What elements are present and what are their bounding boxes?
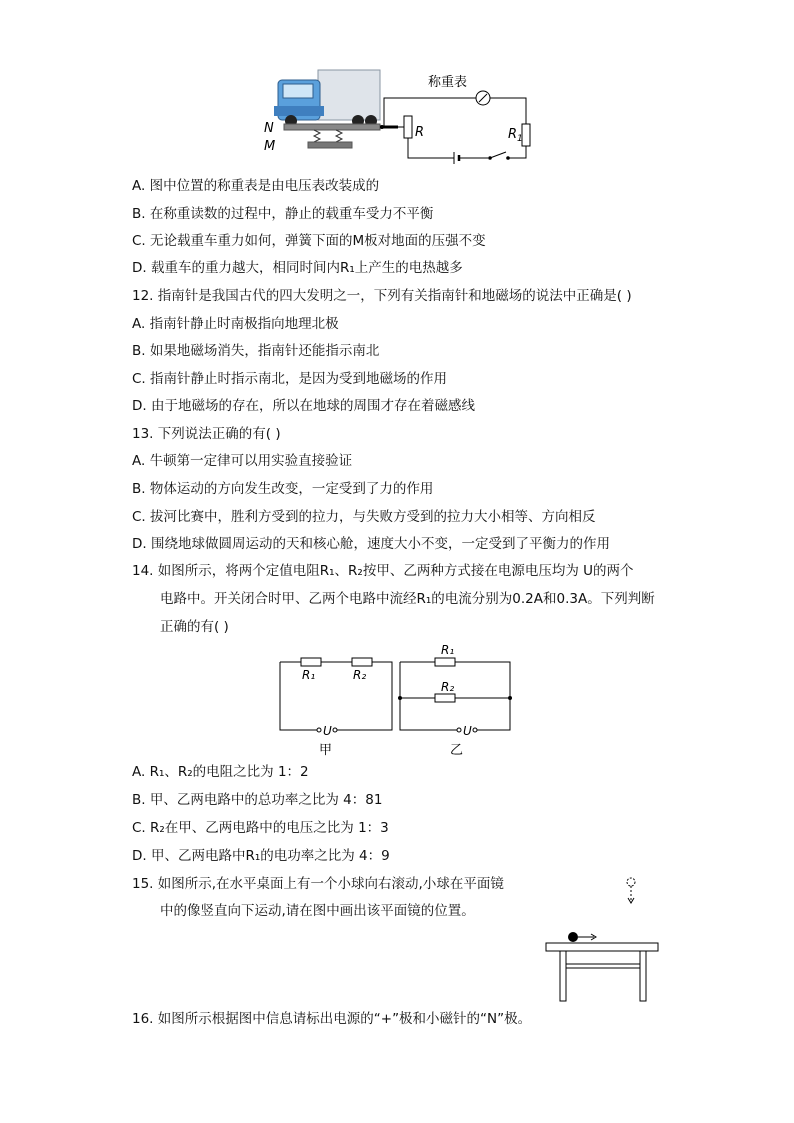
label-R1: $R_1$: [508, 127, 523, 144]
q12-stem: 12. 指南针是我国古代的四大发明之一，下列有关指南针和地磁场的说法中正确是( ): [132, 288, 632, 304]
ball-image: [627, 878, 635, 886]
q13-option-d: D. 围绕地球做圆周运动的天和核心舱，速度大小不变，一定受到了平衡力的作用: [132, 536, 610, 552]
yi-resistor-r2: [435, 694, 455, 702]
ball: [568, 932, 578, 942]
jia-label-u: U: [323, 724, 332, 738]
jia-resistor-r2: [352, 658, 372, 666]
yi-resistor-r1: [435, 658, 455, 666]
q11-option-b: B. 在称重读数的过程中，静止的载重车受力不平衡: [132, 206, 434, 222]
q15-table-figure: [540, 872, 665, 1007]
truck-image: [274, 70, 380, 127]
resistor-R1: [522, 124, 530, 146]
q12-option-a: A. 指南针静止时南极指向地理北极: [132, 316, 339, 332]
q13-stem: 13. 下列说法正确的有( ): [132, 426, 281, 442]
yi-label-r2: R₂: [441, 680, 455, 694]
q12-option-b: B. 如果地磁场消失，指南针还能指示南北: [132, 343, 380, 359]
q14-option-d: D. 甲、乙两电路中R₁的电功率之比为 4：9: [132, 848, 390, 864]
yi-caption: 乙: [450, 743, 464, 758]
springs: [314, 130, 342, 142]
yi-label-r1: R₁: [441, 643, 455, 657]
plate-M: [308, 142, 352, 148]
jia-resistor-r1: [301, 658, 321, 666]
q12-option-d: D. 由于地磁场的存在，所以在地球的周围才存在着磁感线: [132, 398, 475, 414]
q14-stem-line1: 14. 如图所示，将两个定值电阻R₁、R₂按甲、乙两种方式接在电源电压均为 U的两个: [132, 563, 634, 579]
jia-label-r1: R₁: [302, 668, 316, 682]
q14-circuit-figure: [275, 642, 520, 760]
plate-N: [284, 124, 380, 130]
jia-label-r2: R₂: [353, 668, 367, 682]
q11-option-c: C. 无论载重车重力如何，弹簧下面的M板对地面的压强不变: [132, 233, 486, 249]
q13-option-b: B. 物体运动的方向发生改变，一定受到了力的作用: [132, 481, 434, 497]
label-N: N: [264, 121, 274, 136]
q16-stem: 16. 如图所示根据图中信息请标出电源的“+”极和小磁针的“N”极。: [132, 1011, 532, 1027]
q13-option-a: A. 牛顿第一定律可以用实验直接验证: [132, 453, 353, 469]
label-R: R: [415, 125, 425, 140]
q14-stem-line3: 正确的有( ): [160, 619, 229, 635]
jia-caption: 甲: [319, 743, 333, 758]
truck-scale-figure: [258, 66, 538, 166]
table-top: [546, 943, 658, 951]
q13-option-c: C. 拔河比赛中，胜利方受到的拉力，与失败方受到的拉力大小相等、方向相反: [132, 509, 596, 525]
q14-option-c: C. R₂在甲、乙两电路中的电压之比为 1：3: [132, 820, 389, 836]
label-M: M: [264, 139, 276, 154]
q14-option-b: B. 甲、乙两电路中的总功率之比为 4：81: [132, 792, 383, 808]
q14-option-a: A. R₁、R₂的电阻之比为 1：2: [132, 764, 309, 780]
q12-option-c: C. 指南针静止时指示南北，是因为受到地磁场的作用: [132, 371, 448, 387]
yi-label-u: U: [463, 724, 472, 738]
q15-stem-line1: 15. 如图所示,在水平桌面上有一个小球向右滚动,小球在平面镜: [132, 876, 504, 892]
resistor-R: [404, 116, 412, 138]
q11-option-d: D. 载重车的重力越大，相同时间内R₁上产生的电热越多: [132, 260, 463, 276]
q14-stem-line2: 电路中。开关闭合时甲、乙两个电路中流经R₁的电流分别为0.2A和0.3A。下列判断: [160, 591, 655, 607]
meter-label: 称重表: [428, 75, 468, 90]
q11-option-a: A. 图中位置的称重表是由电压表改装成的: [132, 178, 380, 194]
q15-stem-line2: 中的像竖直向下运动,请在图中画出该平面镜的位置。: [160, 903, 475, 919]
